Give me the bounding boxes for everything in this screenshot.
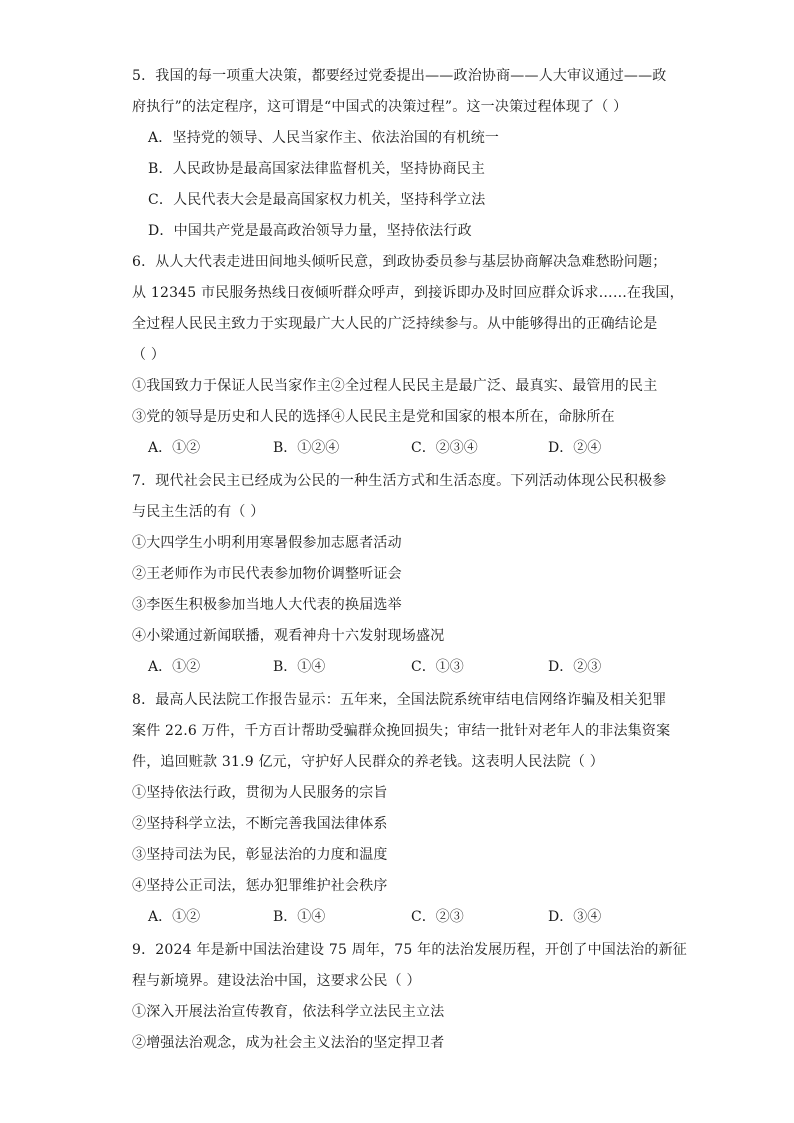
- q7-option-d: D．②③: [548, 659, 602, 675]
- q9-item-2: ②增强法治观念，成为社会主义法治的坚定捍卫者: [132, 1035, 445, 1051]
- q8-item-4: ④坚持公正司法，惩办犯罪维护社会秩序: [132, 878, 388, 894]
- q5-stem-line-1: 5．我国的每一项重大决策，都要经过党委提出——政治协商——人大审议通过——政: [132, 68, 667, 84]
- q8-stem-line-2: 案件 22.6 万件，千方百计帮助受骗群众挽回损失；审结一批针对老年人的非法集资案: [132, 723, 671, 739]
- q6-option-a: A．①②: [148, 440, 201, 456]
- q6-option-c: C．②③④: [411, 440, 478, 456]
- q8-item-3: ③坚持司法为民，彰显法治的力度和温度: [132, 847, 388, 863]
- q5-choice-c: C．人民代表大会是最高国家权力机关，坚持科学立法: [148, 192, 486, 208]
- q7-item-1: ①大四学生小明利用寒暑假参加志愿者活动: [132, 535, 402, 551]
- q8-option-b: B．①④: [273, 909, 326, 925]
- q7-option-c: C．①③: [411, 659, 464, 675]
- q6-stem-line-1: 6．从人大代表走进田间地头倾听民意，到政协委员参与基层协商解决急难愁盼问题；: [132, 254, 667, 270]
- q9-stem-line-1: 9．2024 年是新中国法治建设 75 周年，75 年的法治发展历程，开创了中国法治的新征: [132, 942, 687, 958]
- q6-stem-line-2: 从 12345 市民服务热线日夜倾听群众呼声，到接诉即办及时回应群众诉求……在我国，: [132, 285, 684, 301]
- q7-option-b: B．①④: [273, 659, 326, 675]
- q8-option-d: D．③④: [548, 909, 602, 925]
- q6-stem-line-3: 全过程人民民主致力于实现最广大人民的广泛持续参与。从中能够得出的正确结论是: [132, 316, 658, 332]
- q6-option-b: B．①②④: [273, 440, 340, 456]
- q8-item-2: ②坚持科学立法，不断完善我国法律体系: [132, 816, 388, 832]
- q6-item-line-1: ①我国致力于保证人民当家作主②全过程人民民主是最广泛、最真实、最管用的民主: [132, 378, 658, 394]
- q5-stem-line-2: 府执行”的法定程序，这可谓是“中国式的决策过程”。这一决策过程体现了（ ）: [132, 99, 628, 115]
- q7-item-3: ③李医生积极参加当地人大代表的换届选举: [132, 597, 402, 613]
- q9-item-1: ①深入开展法治宣传教育，依法科学立法民主立法: [132, 1004, 445, 1020]
- q7-stem-line-2: 与民主生活的有（ ）: [132, 504, 265, 520]
- q8-stem-line-1: 8．最高人民法院工作报告显示：五年来，全国法院系统审结电信网络诈骗及相关犯罪: [132, 692, 667, 708]
- q6-option-d: D．②④: [548, 440, 602, 456]
- q9-stem-line-2: 程与新境界。建设法治中国，这要求公民（ ）: [132, 973, 421, 989]
- q7-item-4: ④小梁通过新闻联播，观看神舟十六发射现场盛况: [132, 628, 445, 644]
- q6-item-line-2: ③党的领导是历史和人民的选择④人民民主是党和国家的根本所在，命脉所在: [132, 409, 615, 425]
- q7-stem-line-1: 7．现代社会民主已经成为公民的一种生活方式和生活态度。下列活动体现公民积极参: [132, 473, 667, 489]
- q7-option-a: A．①②: [148, 659, 201, 675]
- q8-option-c: C．②③: [411, 909, 464, 925]
- q7-item-2: ②王老师作为市民代表参加物价调整听证会: [132, 566, 402, 582]
- q8-item-1: ①坚持依法行政，贯彻为人民服务的宗旨: [132, 785, 388, 801]
- q8-option-a: A．①②: [148, 909, 201, 925]
- q5-choice-b: B．人民政协是最高国家法律监督机关，坚持协商民主: [148, 161, 486, 177]
- q6-stem-line-4: （ ）: [132, 347, 166, 363]
- q5-choice-d: D．中国共产党是最高政治领导力量，坚持依法行政: [148, 223, 472, 239]
- q8-stem-line-3: 件，追回赃款 31.9 亿元，守护好人民群众的养老钱。这表明人民法院（ ）: [132, 754, 604, 770]
- q5-choice-a: A．坚持党的领导、人民当家作主、依法治国的有机统一: [148, 130, 500, 146]
